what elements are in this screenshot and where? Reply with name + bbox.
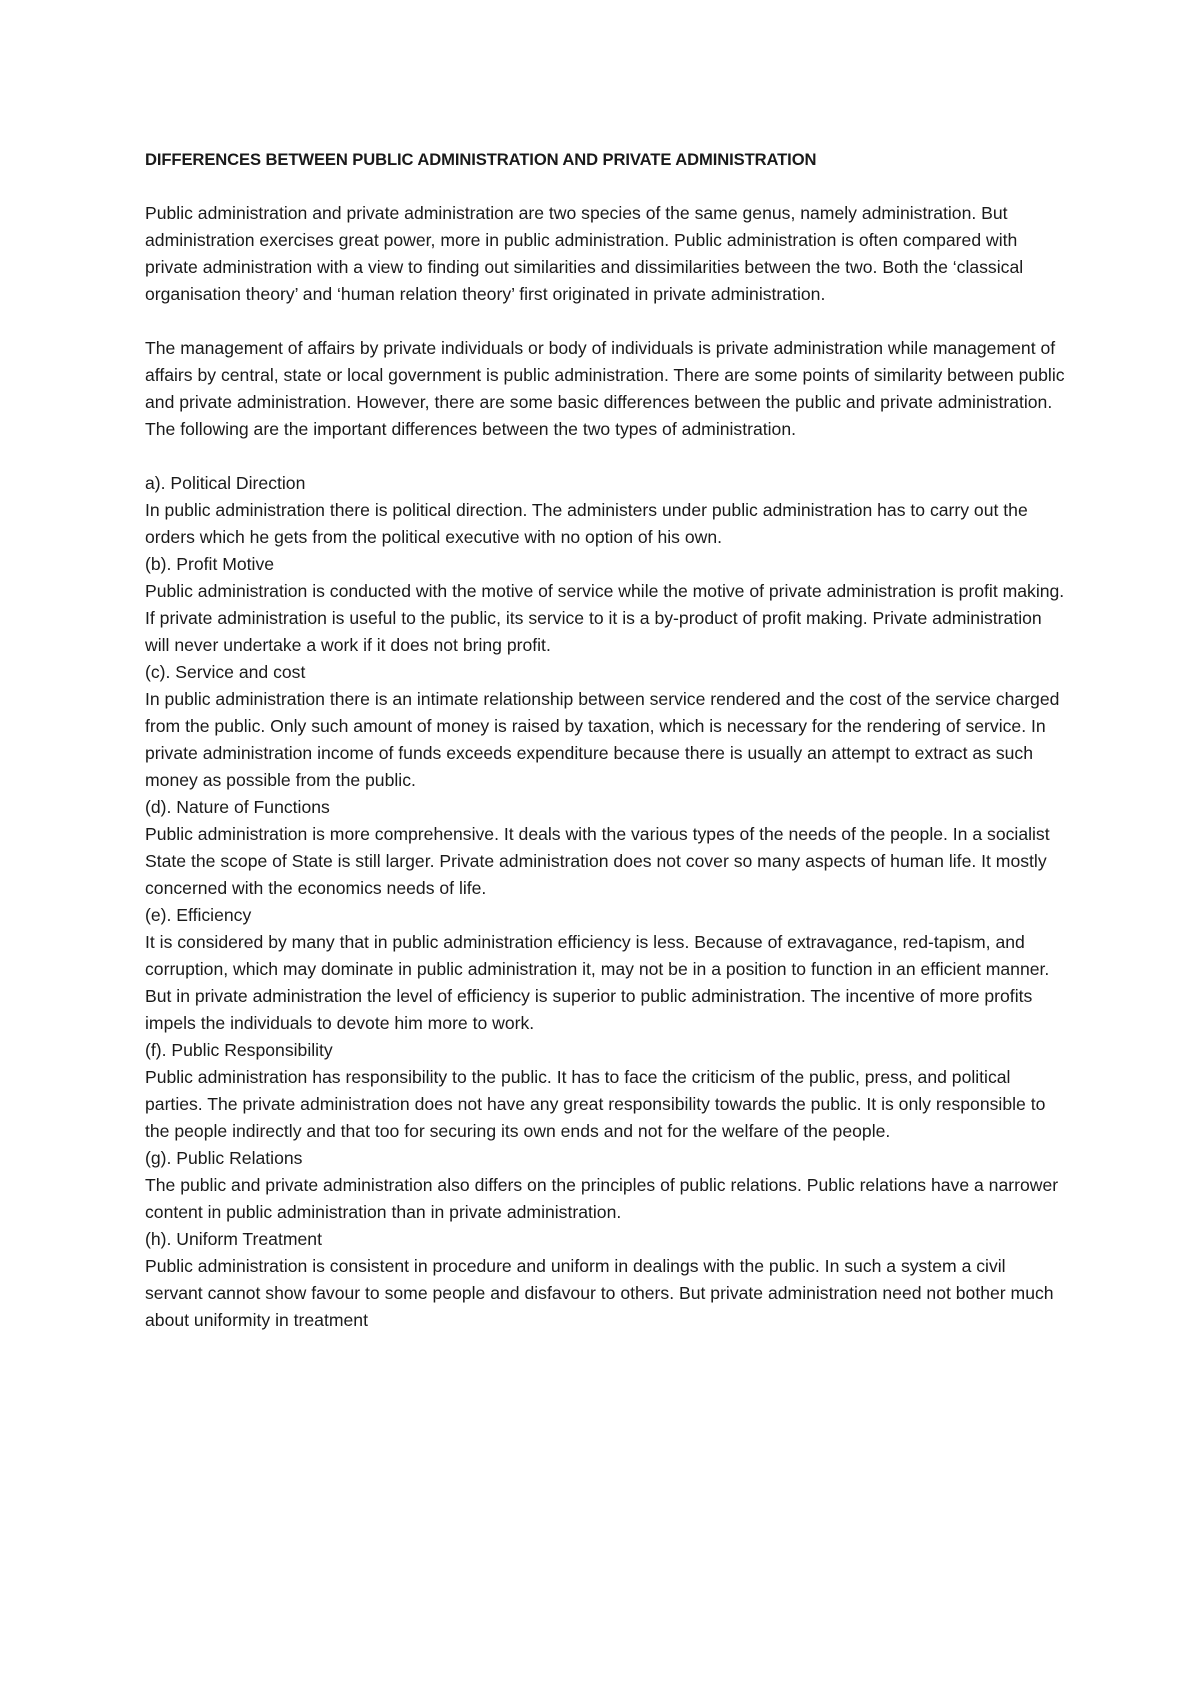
section-body: Public administration is conducted with the motive of service while the motive of private administration is profit making. If private administration is useful to the public, its service to it is a by-product of profit making. Private administration will never undertake a work if it does not bring profit. (145, 581, 1065, 655)
section-body: In public administration there is political direction. The administers under public administration has to carry out the orders which he gets from the political executive with no option of his own. (145, 500, 1028, 547)
section-heading: (b). Profit Motive (145, 554, 275, 574)
intro-paragraph: The management of affairs by private individuals or body of individuals is private administration while management of affairs by central, state or local government is public administration. There are some points of similarity between public and private administration. However, there are some basic differences between the public and private administration. The following are the important differences between the two types of administration. (145, 338, 1065, 439)
section-profit-motive (145, 551, 1065, 659)
section-service-and-cost (145, 659, 1065, 794)
section-heading: (h). Uniform Treatment (145, 1229, 322, 1249)
section-heading: (c). Service and cost (145, 662, 306, 682)
intro-paragraph: Public administration and private administration are two species of the same genus, namely administration. But administration exercises great power, more in public administration. Public administration is often compared with private administration with a view to finding out similarities and dissimilarities between the two. Both the ‘classical organisation theory’ and ‘human relation theory’ first originated in private administration. (145, 203, 1024, 304)
section-heading: (g). Public Relations (145, 1148, 303, 1168)
section-public-relations (145, 1145, 1065, 1226)
section-public-responsibility (145, 1037, 1065, 1145)
section-nature-of-functions (145, 794, 1065, 902)
section-efficiency (145, 902, 1065, 1037)
document-title: DIFFERENCES BETWEEN PUBLIC ADMINISTRATION AND PRIVATE ADMINISTRATION (145, 150, 817, 169)
section-body: Public administration is consistent in procedure and uniform in dealings with the public. In such a system a civil servant cannot show favour to some people and disfavour to others. But private administration need not bother much about uniformity in treatment (145, 1256, 1054, 1330)
section-body: It is considered by many that in public administration efficiency is less. Because of extravagance, red-tapism, and corruption, which may dominate in public administration it, may not be in a position to function in an efficient manner. But in private administration the level of efficiency is superior to public administration. The incentive of more profits impels the individuals to devote him more to work. (145, 932, 1050, 1033)
section-body: The public and private administration also differs on the principles of public relations. Public relations have a narrower content in public administration than in private administration. (145, 1175, 1059, 1222)
section-heading: a). Political Direction (145, 473, 306, 493)
section-heading: (f). Public Responsibility (145, 1040, 333, 1060)
section-uniform-treatment (145, 1226, 1065, 1334)
section-heading: (d). Nature of Functions (145, 797, 330, 817)
section-body: Public administration has responsibility to the public. It has to face the criticism of the public, press, and political parties. The private administration does not have any great responsibility towards the public. It is only responsible to the people indirectly and that too for securing its own ends and not for the welfare of the people. (145, 1067, 1046, 1141)
section-body: In public administration there is an intimate relationship between service rendered and the cost of the service charged from the public. Only such amount of money is raised by taxation, which is necessary for the rendering of service. In private administration income of funds exceeds expenditure because there is usually an attempt to extract as such money as possible from the public. (145, 689, 1060, 790)
document-content (145, 146, 1065, 1334)
section-heading: (e). Efficiency (145, 905, 252, 925)
section-body: Public administration is more comprehensive. It deals with the various types of the needs of the people. In a socialist State the scope of State is still larger. Private administration does not cover so many aspects of human life. It mostly concerned with the economics needs of life. (145, 824, 1050, 898)
section-political-direction (145, 470, 1065, 551)
